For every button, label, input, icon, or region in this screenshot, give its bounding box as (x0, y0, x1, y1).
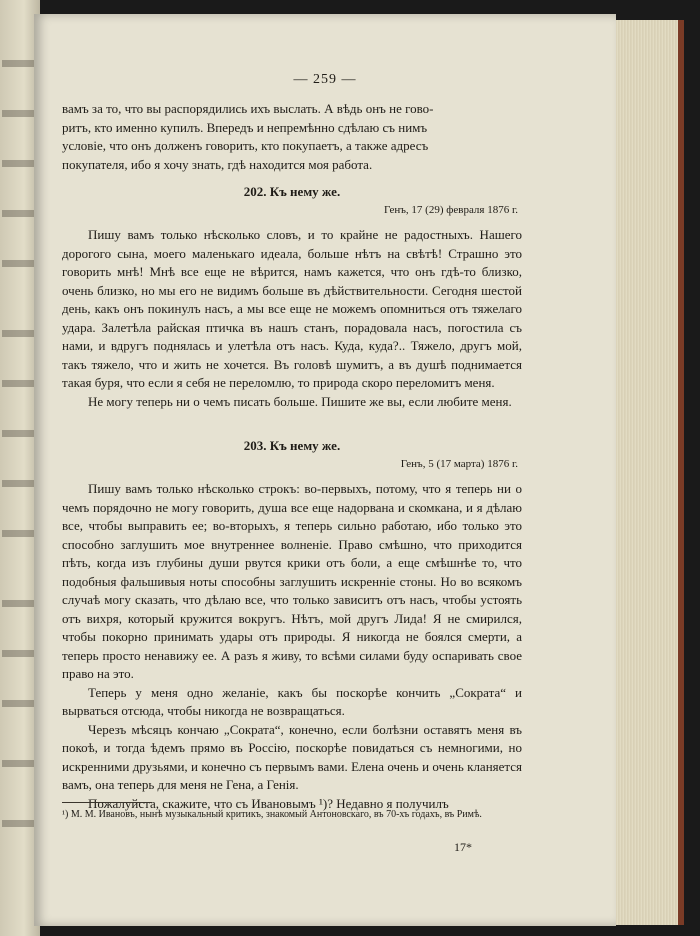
paragraph: Теперь у меня одно желаніе, какъ бы поскорѣе кончить „Сократа“ и вырваться отсюда, чтобы никогда не возвращаться. (62, 684, 522, 718)
text-line: вамъ за то, что вы распорядились ихъ выслать. А вѣдь онъ не гово- (62, 101, 434, 116)
letter-202-body (62, 226, 522, 411)
book-page (34, 14, 616, 926)
paragraph: Не могу теперь ни о чемъ писать больше. Пишите же вы, если любите меня. (88, 393, 512, 409)
book-fore-edge (610, 20, 684, 925)
text-line: условіе, что онъ долженъ говорить, кто покупаетъ, а также адресъ (62, 138, 429, 153)
letter-202-dateline: Генъ, 17 (29) февраля 1876 г. (383, 204, 518, 216)
footnote-divider (62, 802, 152, 803)
letter-203-dateline: Генъ, 5 (17 марта) 1876 г. (400, 458, 518, 470)
paragraph: Пожалуйста, скажите, что съ Ивановымъ ¹)? Недавно я получилъ (88, 795, 449, 811)
signature-mark: 17* (454, 840, 472, 854)
letter-202-heading: 202. Къ нему же. (243, 184, 341, 199)
page-number: — 259 — (293, 72, 357, 87)
letter-203-body (62, 480, 522, 813)
footnote: ¹) М. М. Ивановъ, нынѣ музыкальный критикъ, знакомый Антоновскаго, въ 70-хъ годахъ, въ Римѣ. (62, 809, 482, 820)
text-line: покупателя, ибо я хочу знать, гдѣ находится моя работа. (62, 156, 373, 172)
paragraph: Пишу вамъ только нѣсколько строкъ: во-первыхъ, потому, что я теперь ни о чемъ порядочно не могу говорить, душа все еще надорвана и скомкана, и я дѣлаю все, чтобы выправить ее; во-вторыхъ, я теперь сильно работаю, ибо только это способно заглушить мое внутреннее волненіе. Право смѣшно, что приходится пѣть, когда изъ глубины души рвутся крики отъ боли, а еще смѣшнѣе то, что подобныя фальшивыя ноты способны заглушить искренніе стоны. Но во всякомъ случаѣ могу сказать, что дѣлаю все, что только зависитъ отъ насъ, чтобы устоять отъ вихря, который кружится вокругъ. Нѣтъ, мой другъ Лида! Я не смирился, чтобы покорно принимать удары отъ природы. Я никогда не боялся смерти, а теперь просто ненавижу ее. А разъ я живу, то всѣми силами буду оспаривать свое право на это. (62, 481, 522, 681)
text-line: ритъ, кто именно купилъ. Впередъ и непремѣнно сдѣлаю съ нимъ (62, 119, 428, 135)
paragraph: Черезъ мѣсяцъ кончаю „Сократа“, конечно, если болѣзни оставятъ меня въ покоѣ, и тогда ѣдемъ прямо въ Россію, поскорѣе повидаться съ немногими, но искренними друзьями, и конечно съ первымъ вами. Елена очень и очень кланяется вамъ, она теперь для меня не Гена, а Генія. (62, 721, 522, 792)
letter-203-heading: 203. Къ нему же. (243, 438, 341, 453)
paragraph: Пишу вамъ только нѣсколько словъ, и то крайне не радостныхъ. Нашего дорогого сына, моего маленькаго идеала, больше нѣтъ на свѣтѣ! Страшно это говорить мнѣ! Мнѣ все еще не вѣрится, намъ кажется, что онъ гдѣ-то близко, очень близко, но мы его не видимъ больше въ дѣйствительности. Сегодня шестой день, какъ онъ покинулъ насъ, а мы все еще не можемъ опомниться отъ тяжелаго удара. Залетѣла райская птичка въ нашъ станъ, порадовала насъ, погостила съ нами, и вдругъ поднялась и улетѣла отъ насъ. Куда, куда?.. Тяжело, другъ мой, такъ тяжело, что и жить не хочется. Въ головѣ шумитъ, а въ душѣ поднимается такая буря, что если я себя не переломлю, то природа скоро переломитъ меня. (62, 227, 522, 390)
intro-paragraph (62, 100, 522, 174)
